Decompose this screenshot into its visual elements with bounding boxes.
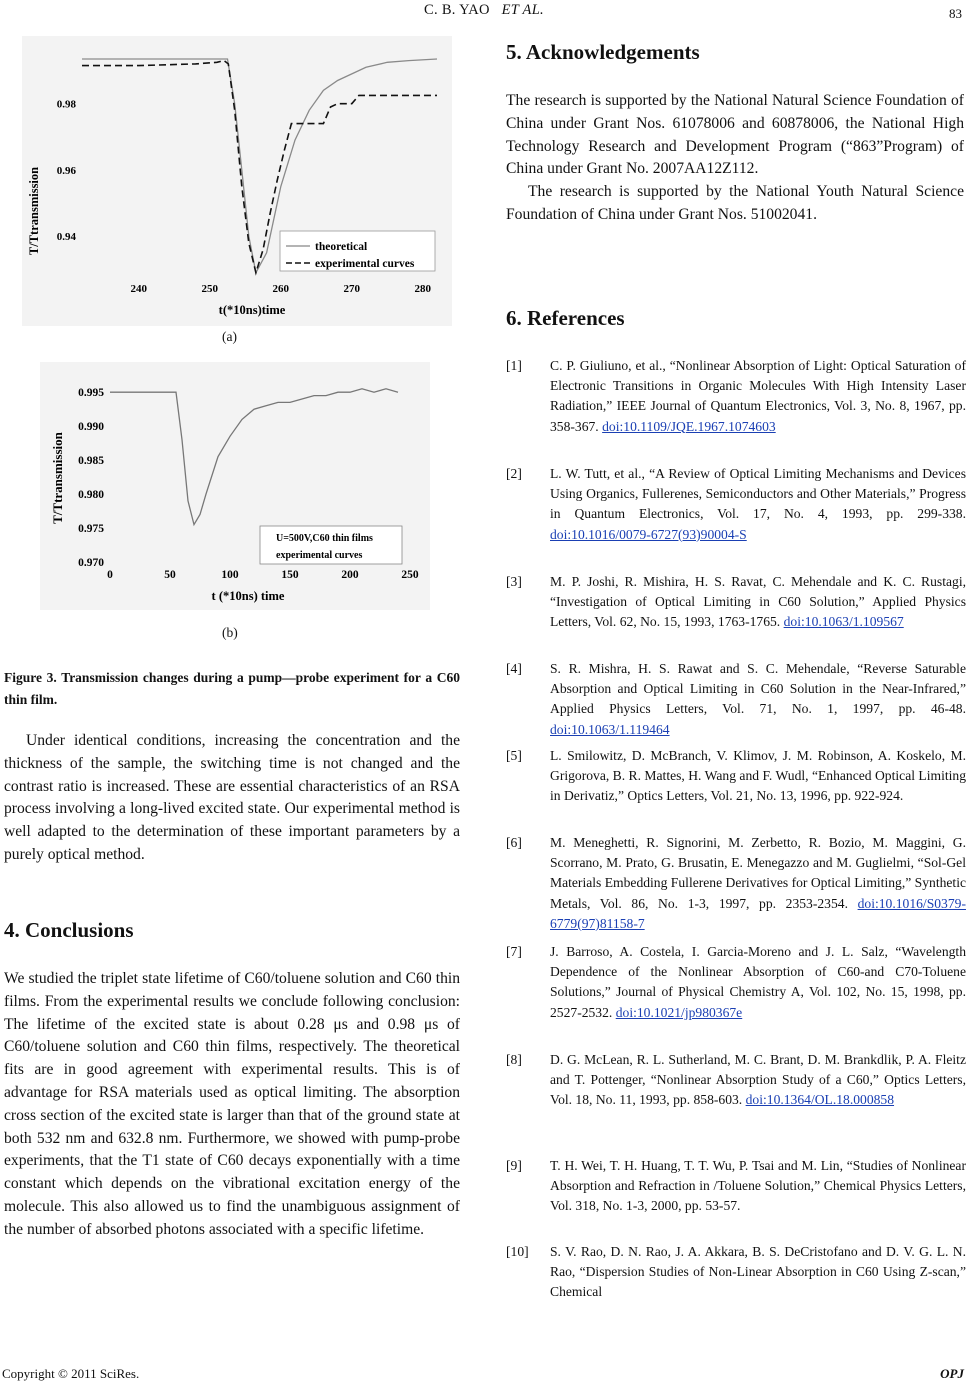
reference-text: L. W. Tutt, et al., “A Review of Optical Limiting Mechanisms and Devices Using Organics, Fullerenes, Semiconductors and Other Materials,” Progress in Quantum Electronics, Vol. 17, No. 4, 1993, pp. 299-338. bbox=[550, 466, 966, 522]
x-tick-label: 50 bbox=[164, 569, 176, 581]
reference-text: S. V. Rao, D. N. Rao, J. A. Akkara, B. S. DeCristofano and D. V. G. L. N. Rao, “Dispersion Studies of Non-Linear Absorption in C60 Using Z-scan,” Chemical bbox=[550, 1244, 966, 1300]
copyright-footer: Copyright © 2011 SciRes. bbox=[2, 1366, 140, 1381]
reference-number: [6] bbox=[506, 835, 522, 850]
left-column-body bbox=[4, 730, 460, 867]
figure-3a-legend bbox=[280, 231, 435, 271]
y-tick-label: 0.970 bbox=[78, 557, 104, 569]
reference-doi-link[interactable]: doi:10.1063/1.119464 bbox=[550, 721, 670, 737]
reference-text: L. Smilowitz, D. McBranch, V. Klimov, J. M. Robinson, A. Koskelo, M. Grigorova, B. R. Mattes, H. Wang and F. Wudl, “Enhanced Optical Limiting in Derivatiz,” Optics Letters, Vol. 21, No. 13, 1996, pp. 922-924. bbox=[550, 748, 966, 804]
figure-3a-background bbox=[22, 36, 452, 326]
y-tick-label: 0.96 bbox=[56, 164, 76, 177]
reference-item bbox=[506, 942, 966, 1023]
ack-paragraph-2: The research is supported by the National Youth Natural Science Foundation of China under Grant Nos. 51002041. bbox=[506, 183, 964, 223]
legend-theoretical: theoretical bbox=[315, 241, 368, 253]
reference-number: [10] bbox=[506, 1244, 529, 1259]
reference-number: [5] bbox=[506, 748, 522, 763]
x-tick-label: 270 bbox=[343, 283, 361, 295]
figure-3b-label: (b) bbox=[222, 625, 238, 640]
y-tick-label: 0.980 bbox=[78, 489, 104, 502]
reference-item bbox=[506, 1050, 966, 1111]
reference-text: J. Barroso, A. Costela, I. Garcia-Moreno and J. L. Salz, “Wavelength Dependence of the Nonlinear Absorption of C60-and C70-Toluene Solutions,” Journal of Physical Chemistry A, Vol. 102, No. 15, 1998, pp. 2527-2532. bbox=[550, 944, 966, 1020]
figure-3a-chart bbox=[22, 36, 452, 326]
x-tick-label: 250 bbox=[401, 569, 419, 581]
reference-number: [8] bbox=[506, 1052, 522, 1067]
x-tick-label: 100 bbox=[221, 569, 239, 581]
reference-doi-link[interactable]: doi:10.1109/JQE.1967.1074603 bbox=[602, 418, 776, 434]
conclusions-section bbox=[4, 968, 460, 1242]
legend-line1: U=500V,C60 thin films bbox=[276, 533, 373, 544]
reference-number: [4] bbox=[506, 661, 522, 676]
reference-number: [9] bbox=[506, 1158, 522, 1173]
reference-text: T. H. Wei, T. H. Huang, T. T. Wu, P. Tsai and M. Lin, “Studies of Nonlinear Absorption and Refraction in /Toluene Solution,” Chemical Physics Letters, Vol. 318, No. 1-3, 2000, pp. 53-57. bbox=[550, 1158, 966, 1214]
page-number: 83 bbox=[949, 6, 962, 21]
x-tick-label: 150 bbox=[281, 569, 299, 581]
reference-text: M. P. Joshi, R. Mishira, H. S. Ravat, C. Mehendale and K. C. Rustagi, “Investigation of Optical Limiting in C60 Solution,” Applied Physics Letters, Vol. 62, No. 15, 1993, 1763-1765. bbox=[550, 574, 966, 630]
x-tick-label: 200 bbox=[341, 569, 359, 581]
x-tick-label: 250 bbox=[201, 283, 219, 295]
y-tick-label: 0.94 bbox=[56, 231, 76, 244]
y-tick-label: 0.990 bbox=[78, 421, 104, 434]
figure-3b-legend bbox=[260, 526, 402, 564]
x-tick-label: 260 bbox=[272, 283, 290, 295]
y-tick-label: 0.985 bbox=[78, 455, 104, 468]
references-heading: 6. References bbox=[506, 306, 625, 330]
legend-experimental: experimental curves bbox=[315, 258, 415, 270]
acknowledgements-section bbox=[506, 90, 964, 227]
reference-item bbox=[506, 746, 966, 807]
x-tick-label: 280 bbox=[414, 283, 432, 295]
reference-text: C. P. Giuliuno, et al., “Nonlinear Absorption of Light: Optical Saturation of Electronic Transitions in Organic Molecules With High Intensity Laser Radiation,” IEEE Journal of Quantum Electronics, Vol. 3, No. 8, 1967, pp. 358-367. bbox=[550, 358, 966, 434]
reference-doi-link[interactable]: doi:10.1021/jp980367e bbox=[615, 1004, 743, 1020]
conclusions-heading: 4. Conclusions bbox=[4, 918, 134, 942]
ack-paragraph-1: The research is supported by the National Natural Science Foundation of China under Grant Nos. 61078006 and 60878006, the National High Technology Research and Development Program (“863”Program) of China under Grant No. 2007AA12Z112. bbox=[506, 92, 964, 178]
y-tick-label: 0.995 bbox=[78, 387, 104, 400]
reference-item bbox=[506, 1242, 966, 1303]
reference-item bbox=[506, 464, 966, 545]
reference-text: M. Meneghetti, R. Signorini, M. Zerbetto, R. Bozio, M. Maggini, G. Scorrano, M. Prato, G. Brusatin, E. Menegazzo and M. Guglielmi, “Sol-Gel Materials Embedding Fullerene Derivatives for Optical Limiting,” Synthetic Metals, Vol. 86, No. 1-3, 1997, pp. 2353-2354. bbox=[550, 835, 967, 911]
reference-number: [3] bbox=[506, 574, 522, 589]
reference-item bbox=[506, 659, 966, 740]
reference-text: S. R. Mishra, H. S. Rawat and S. C. Mehendale, “Reverse Saturable Absorption and Optical Limiting in C60 Solution in the Near-Infrared,” Applied Physics Letters, Vol. 71, No. 1, 1997, pp. 46-48. bbox=[550, 661, 966, 717]
x-tick-label: 0 bbox=[107, 569, 113, 581]
conclusions-text: We studied the triplet state lifetime of C60/toluene solution and C60 thin films. From the experimental results we conclude following conclusion: The lifetime of the excited state is about 0.28 μs and 0.98 μs of C60/toluene solution and C60 thin films, respectively. The theoretical fits are in good agreement with experimental results. This is of advantage for RSA materials used as optical limiting. The absorption cross section of the excited state is larger than that of the ground state at both 532 nm and 632.8 nm. Furthermore, we showed with pump-probe experiments, that the T1 state of C60 decays exponentially with a time constant which depends on the vibrational excitation energy of the molecule. This also allowed us to find the unambiguous assignment of the number of absorbed photons associated with a specific lifetime. bbox=[4, 970, 460, 1238]
figure-3b-xlabel: t (*10ns) time bbox=[211, 589, 285, 603]
y-tick-label: 0.975 bbox=[78, 523, 104, 536]
legend-line2: experimental curves bbox=[276, 550, 363, 561]
figure-3a-ylabel: T/Ttransmission bbox=[27, 166, 41, 256]
acknowledgements-heading: 5. Acknowledgements bbox=[506, 40, 700, 64]
reference-doi-link[interactable]: doi:10.1016/0079-6727(93)90004-S bbox=[550, 526, 747, 542]
reference-item bbox=[506, 1156, 966, 1217]
reference-number: [7] bbox=[506, 944, 522, 959]
reference-text: D. G. McLean, R. L. Sutherland, M. C. Brant, D. M. Brankdlik, P. A. Fleitz and T. Pottenger, “Nonlinear Absorption Study of a C60,” Optics Letters, Vol. 18, No. 11, 1993, pp. 858-603. bbox=[550, 1052, 966, 1108]
figure-3b-chart bbox=[40, 362, 430, 610]
x-tick-label: 240 bbox=[130, 283, 148, 295]
reference-item bbox=[506, 356, 966, 437]
reference-item bbox=[506, 833, 966, 934]
journal-footer: OPJ bbox=[940, 1366, 964, 1381]
figure-3b-ylabel: T/Ttransmission bbox=[50, 432, 65, 524]
figure-caption: Figure 3. Transmission changes during a pump—probe experiment for a C60 thin film. bbox=[4, 670, 460, 707]
references-list bbox=[506, 356, 966, 1356]
reference-doi-link[interactable]: doi:10.1364/OL.18.000858 bbox=[745, 1092, 895, 1108]
figure-3a-xlabel: t(*10ns)time bbox=[218, 303, 286, 317]
reference-item bbox=[506, 572, 966, 633]
figure-3a-label: (a) bbox=[222, 329, 237, 344]
reference-doi-link[interactable]: doi:10.1063/1.109567 bbox=[783, 614, 904, 630]
reference-doi-link[interactable]: doi:10.1016/S0379-6779(97)81158-7 bbox=[550, 895, 966, 931]
reference-number: [2] bbox=[506, 466, 522, 481]
paragraph-rsa: Under identical conditions, increasing the concentration and the thickness of the sample, the switching time is not changed and the contrast ratio is increased. These are essential characteristics of an RSA process involving a long-lived excited state. Our experimental method is well adapted to the determination of these important parameters by a purely optical method. bbox=[4, 732, 460, 863]
y-tick-label: 0.98 bbox=[56, 98, 76, 111]
reference-number: [1] bbox=[506, 358, 522, 373]
running-header: C. B. YAO ET AL. bbox=[424, 2, 544, 18]
